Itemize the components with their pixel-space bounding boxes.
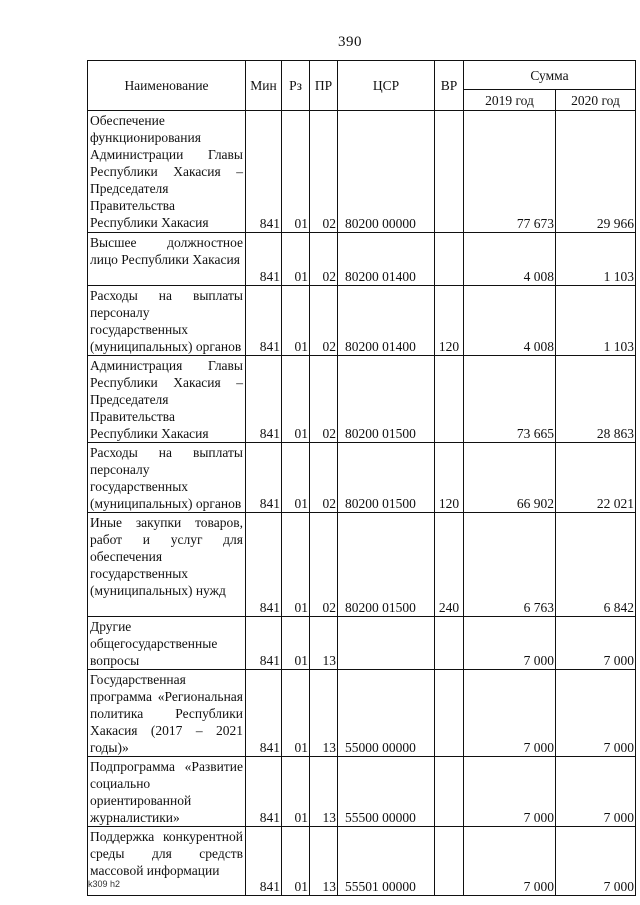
row-name: Иные закупки товаров, работ и услуг для обеспечения государственных (муниципальных) нужд — [88, 513, 246, 617]
row-2019: 7 000 — [464, 757, 556, 827]
row-csr: 55000 00000 — [338, 670, 435, 757]
row-pr: 02 — [310, 356, 338, 443]
row-2020: 29 966 — [556, 111, 636, 233]
row-rz: 01 — [282, 233, 310, 286]
row-vr — [435, 356, 464, 443]
row-vr — [435, 670, 464, 757]
row-name: Государственная программа «Региональная политика Республики Хакасия (2017 – 2021 годы)» — [88, 670, 246, 757]
header-csr: ЦСР — [338, 61, 435, 111]
row-pr: 13 — [310, 617, 338, 670]
row-2019: 7 000 — [464, 670, 556, 757]
table-body — [88, 111, 636, 896]
header-rz: Рз — [282, 61, 310, 111]
table-row — [88, 617, 636, 670]
row-csr: 80200 01500 — [338, 513, 435, 617]
row-2019: 73 665 — [464, 356, 556, 443]
row-csr: 80200 01400 — [338, 233, 435, 286]
row-name: Высшее должностное лицо Республики Хакасия — [88, 233, 246, 286]
footer-stamp: k309 h2 — [88, 879, 121, 889]
row-vr — [435, 111, 464, 233]
table-row — [88, 513, 636, 617]
row-pr: 02 — [310, 233, 338, 286]
row-2019: 66 902 — [464, 443, 556, 513]
row-name: Другие общегосударственные вопросы — [88, 617, 246, 670]
row-vr — [435, 233, 464, 286]
row-2020: 1 103 — [556, 286, 636, 356]
row-vr: 240 — [435, 513, 464, 617]
header-name: Наименование — [88, 61, 246, 111]
table-row — [88, 443, 636, 513]
row-2020: 6 842 — [556, 513, 636, 617]
row-2019: 4 008 — [464, 286, 556, 356]
row-2019: 6 763 — [464, 513, 556, 617]
page-number: 390 — [338, 34, 362, 50]
row-rz: 01 — [282, 356, 310, 443]
row-pr: 02 — [310, 286, 338, 356]
table-row — [88, 670, 636, 757]
row-2020: 28 863 — [556, 356, 636, 443]
row-rz: 01 — [282, 443, 310, 513]
row-csr: 80200 01400 — [338, 286, 435, 356]
row-csr: 80200 00000 — [338, 111, 435, 233]
header-vr: ВР — [435, 61, 464, 111]
row-name: Расходы на выплаты персоналу государственных (муниципальных) органов — [88, 286, 246, 356]
row-rz: 01 — [282, 513, 310, 617]
row-pr: 13 — [310, 757, 338, 827]
row-2020: 1 103 — [556, 233, 636, 286]
row-vr — [435, 827, 464, 896]
table-row — [88, 233, 636, 286]
row-2020: 7 000 — [556, 670, 636, 757]
budget-table — [87, 60, 636, 896]
row-2020: 7 000 — [556, 827, 636, 896]
row-pr: 13 — [310, 670, 338, 757]
row-name: Расходы на выплаты персоналу государственных (муниципальных) органов — [88, 443, 246, 513]
row-vr — [435, 617, 464, 670]
row-rz: 01 — [282, 757, 310, 827]
row-pr: 13 — [310, 827, 338, 896]
row-csr: 80200 01500 — [338, 356, 435, 443]
row-min: 841 — [246, 513, 282, 617]
row-2020: 7 000 — [556, 757, 636, 827]
row-name: Поддержка конкурентной среды для средств массовой информации — [88, 827, 246, 896]
row-pr: 02 — [310, 443, 338, 513]
row-2019: 7 000 — [464, 617, 556, 670]
row-vr: 120 — [435, 286, 464, 356]
row-rz: 01 — [282, 286, 310, 356]
header-sum: Сумма — [464, 61, 636, 90]
row-pr: 02 — [310, 513, 338, 617]
row-csr — [338, 617, 435, 670]
row-min: 841 — [246, 757, 282, 827]
row-min: 841 — [246, 111, 282, 233]
header-year-2020: 2020 год — [556, 90, 636, 111]
row-rz: 01 — [282, 617, 310, 670]
table-header — [88, 61, 636, 111]
row-name: Подпрограмма «Развитие социально ориентированной журналистики» — [88, 757, 246, 827]
header-pr: ПР — [310, 61, 338, 111]
row-min: 841 — [246, 286, 282, 356]
row-rz: 01 — [282, 827, 310, 896]
row-csr: 80200 01500 — [338, 443, 435, 513]
row-pr: 02 — [310, 111, 338, 233]
row-rz: 01 — [282, 111, 310, 233]
row-rz: 01 — [282, 670, 310, 757]
table-row — [88, 827, 636, 896]
row-2019: 7 000 — [464, 827, 556, 896]
row-csr: 55500 00000 — [338, 757, 435, 827]
row-min: 841 — [246, 443, 282, 513]
table-row — [88, 286, 636, 356]
table-row — [88, 757, 636, 827]
row-name: Обеспечение функционирования Администрации Главы Республики Хакасия – Председателя Правительства Республики Хакасия — [88, 111, 246, 233]
row-min: 841 — [246, 233, 282, 286]
row-name: Администрация Главы Республики Хакасия – Председателя Правительства Республики Хакасия — [88, 356, 246, 443]
row-2019: 4 008 — [464, 233, 556, 286]
row-min: 841 — [246, 617, 282, 670]
row-min: 841 — [246, 827, 282, 896]
row-vr — [435, 757, 464, 827]
row-min: 841 — [246, 356, 282, 443]
row-min: 841 — [246, 670, 282, 757]
header-year-2019: 2019 год — [464, 90, 556, 111]
table-row — [88, 356, 636, 443]
row-2020: 22 021 — [556, 443, 636, 513]
row-csr: 55501 00000 — [338, 827, 435, 896]
header-min: Мин — [246, 61, 282, 111]
row-2020: 7 000 — [556, 617, 636, 670]
row-vr: 120 — [435, 443, 464, 513]
row-2019: 77 673 — [464, 111, 556, 233]
table-row — [88, 111, 636, 233]
